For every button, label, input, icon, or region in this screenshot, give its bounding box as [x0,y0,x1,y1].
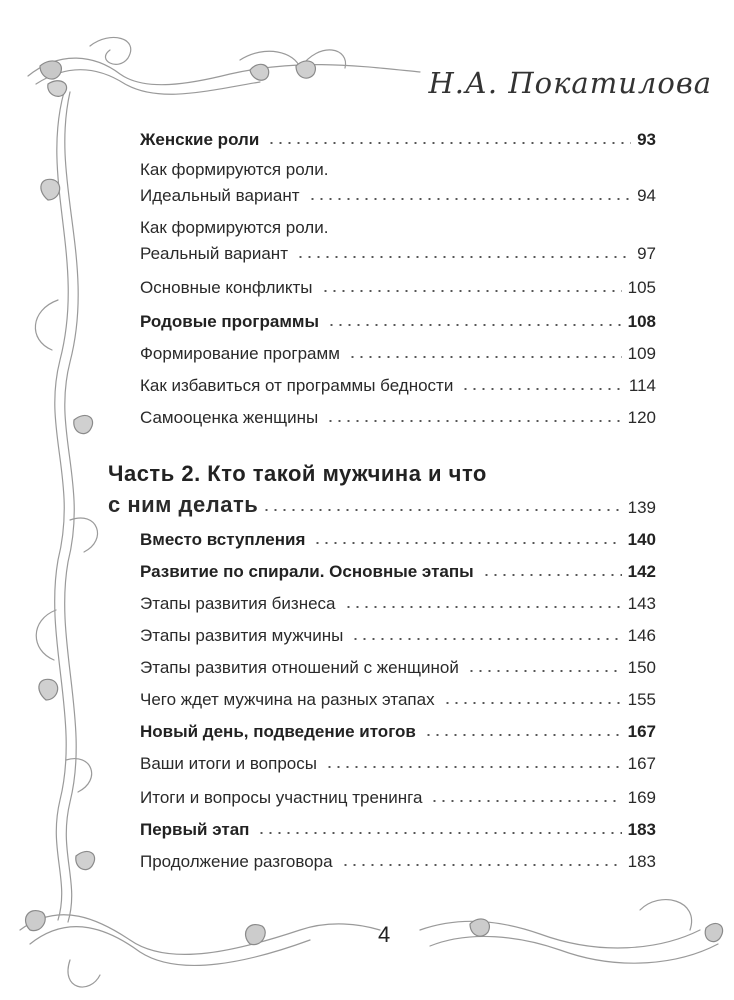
toc-entry[interactable] [140,812,656,840]
dot-leader [308,198,632,200]
toc-entry-label: Родовые программы [140,311,320,331]
dot-leader [344,606,622,608]
toc-entry[interactable] [140,554,656,582]
toc-entry[interactable] [140,618,656,646]
dot-leader [262,509,623,511]
toc-entry-label-line1: Как формируются роли. [140,160,329,179]
toc-entry-label: Ваши итоги и вопросы [140,753,317,773]
toc-entry-page: 167 [627,721,656,741]
toc-entry-label: Самооценка женщины [140,407,319,427]
dot-leader [348,356,622,358]
toc-entry-page: 183 [627,819,656,839]
dot-leader [296,256,631,258]
toc-entry[interactable] [140,122,656,150]
toc-entry[interactable] [140,400,656,428]
toc-entry[interactable] [140,746,656,774]
toc-entry[interactable] [140,522,656,550]
toc-entry-page: 169 [627,787,656,807]
toc-entry[interactable] [140,236,656,264]
toc-entry-page: 109 [627,343,656,363]
toc-entry-label: Реальный вариант [140,243,288,263]
toc-entry[interactable] [140,368,656,396]
toc-entry-label: Этапы развития бизнеса [140,593,336,613]
dot-leader [321,290,622,292]
toc-entry[interactable] [140,650,656,678]
toc-entry-page: 150 [627,657,656,677]
toc-entry[interactable] [140,336,656,364]
page-number: 4 [378,922,391,947]
toc-entry[interactable] [140,682,656,710]
toc-entry-label: Формирование программ [140,343,340,363]
author-header: Н.А. Покатилова [428,66,712,100]
part-page: 139 [627,498,656,517]
toc-entry-label: Идеальный вариант [140,185,300,205]
dot-leader [313,542,621,544]
dot-leader [325,766,622,768]
toc-entry-label: Продолжение разговора [140,851,333,871]
dot-leader [267,142,631,144]
toc-entry[interactable] [140,270,656,298]
toc-entry-label: Основные конфликты [140,277,313,297]
dot-leader [326,420,621,422]
toc-entry-label: Вместо вступления [140,529,306,549]
toc-entry-page: 142 [627,561,656,581]
toc-entry-page: 167 [627,753,656,773]
dot-leader [341,864,622,866]
dot-leader [327,324,622,326]
toc-entry[interactable] [140,586,656,614]
toc-entry[interactable] [140,844,656,872]
part-title: Часть 2. Кто такой мужчина и что [108,461,487,486]
toc-entry-label: Развитие по спирали. Основные этапы [140,561,474,581]
toc-entry-page: 143 [627,593,656,613]
toc-entry-label: Этапы развития отношений с женщиной [140,657,459,677]
part-entry[interactable] [108,488,656,518]
part-title-line2: с ним делать [108,492,259,517]
toc-entry-label: Новый день, подведение итогов [140,721,416,741]
toc-entry[interactable] [140,714,656,742]
dot-leader [257,832,621,834]
dot-leader [482,574,622,576]
toc-entry[interactable] [140,178,656,206]
dot-leader [351,638,621,640]
dot-leader [424,734,622,736]
toc-entry-page: 105 [627,277,656,297]
toc-entry-label: Как избавиться от программы бедности [140,375,454,395]
dot-leader [443,702,622,704]
toc-entry-label: Первый этап [140,819,250,839]
toc-entry-label: Этапы развития мужчины [140,625,344,645]
toc-entry-label-line1: Как формируются роли. [140,218,329,237]
toc-entry-page: 114 [628,375,656,395]
toc-entry-page: 183 [627,851,656,871]
toc-entry-page: 94 [637,185,656,205]
toc-entry-label: Женские роли [140,129,260,149]
toc-entry[interactable] [140,304,656,332]
toc-entry-page: 108 [627,311,656,331]
toc-entry-page: 146 [627,625,656,645]
toc-entry-page: 120 [627,407,656,427]
toc-entry-page: 97 [637,243,656,263]
toc-entry-page: 140 [627,529,656,549]
toc-entry[interactable] [140,780,656,808]
dot-leader [461,388,623,390]
toc-entry-page: 155 [627,689,656,709]
dot-leader [430,800,621,802]
toc-entry-label: Итоги и вопросы участниц тренинга [140,787,423,807]
toc-entry-page: 93 [637,129,656,149]
toc-entry-label: Чего ждет мужчина на разных этапах [140,689,435,709]
dot-leader [467,670,622,672]
